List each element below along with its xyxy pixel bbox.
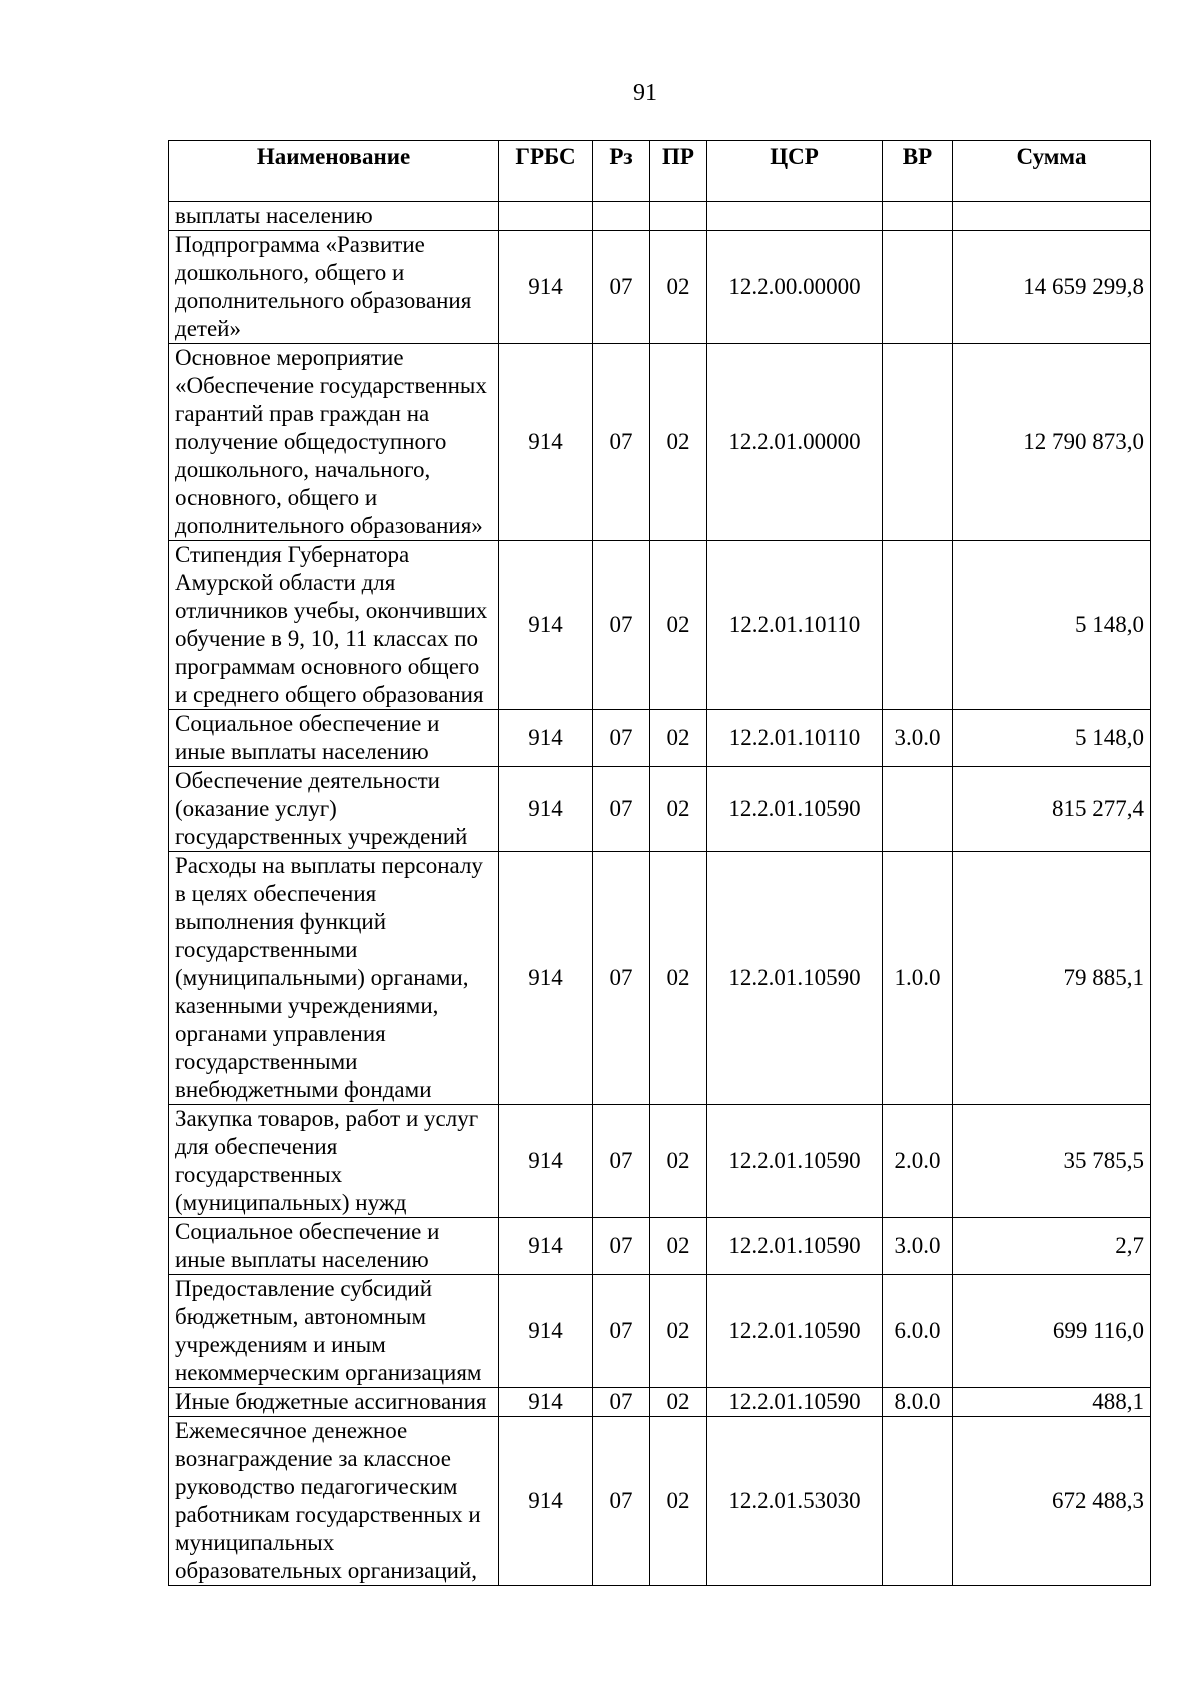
row-pr: 02: [650, 1218, 707, 1275]
row-name: Социальное обеспечение и иные выплаты населению: [169, 1218, 499, 1275]
row-csr: 12.2.01.53030: [707, 1417, 883, 1586]
row-csr: 12.2.01.10590: [707, 1218, 883, 1275]
row-sum: 488,1: [953, 1388, 1151, 1417]
table-row: [169, 1105, 1151, 1218]
row-vr: [883, 541, 953, 710]
row-sum: 12 790 873,0: [953, 344, 1151, 541]
row-csr: 12.2.01.10590: [707, 767, 883, 852]
row-csr: [707, 202, 883, 231]
row-pr: 02: [650, 231, 707, 344]
row-csr: 12.2.01.00000: [707, 344, 883, 541]
header-csr: ЦСР: [707, 141, 883, 202]
table-row: [169, 710, 1151, 767]
row-rz: 07: [593, 231, 650, 344]
page-number: 91: [633, 80, 657, 106]
row-sum: 815 277,4: [953, 767, 1151, 852]
row-vr: [883, 202, 953, 231]
row-vr: 1.0.0: [883, 852, 953, 1105]
row-grbs: 914: [499, 1105, 593, 1218]
row-sum: [953, 202, 1151, 231]
row-name: Иные бюджетные ассигнования: [169, 1388, 499, 1417]
row-name: Закупка товаров, работ и услуг для обеспечения государственных (муниципальных) нужд: [169, 1105, 499, 1218]
row-rz: 07: [593, 1218, 650, 1275]
header-vr: ВР: [883, 141, 953, 202]
row-csr: 12.2.01.10110: [707, 710, 883, 767]
row-name: выплаты населению: [169, 202, 499, 231]
row-grbs: 914: [499, 1218, 593, 1275]
row-rz: 07: [593, 852, 650, 1105]
row-pr: 02: [650, 541, 707, 710]
row-name: Обеспечение деятельности (оказание услуг) государственных учреждений: [169, 767, 499, 852]
row-pr: [650, 202, 707, 231]
table-row: [169, 767, 1151, 852]
row-sum: 5 148,0: [953, 710, 1151, 767]
table-row: [169, 1417, 1151, 1586]
row-vr: 2.0.0: [883, 1105, 953, 1218]
row-rz: 07: [593, 1275, 650, 1388]
row-rz: 07: [593, 344, 650, 541]
row-sum: 672 488,3: [953, 1417, 1151, 1586]
row-grbs: 914: [499, 1388, 593, 1417]
row-grbs: [499, 202, 593, 231]
row-sum: 35 785,5: [953, 1105, 1151, 1218]
row-csr: 12.2.01.10590: [707, 1275, 883, 1388]
row-vr: 8.0.0: [883, 1388, 953, 1417]
row-vr: [883, 767, 953, 852]
row-grbs: 914: [499, 231, 593, 344]
row-grbs: 914: [499, 1417, 593, 1586]
row-sum: 14 659 299,8: [953, 231, 1151, 344]
table-row: [169, 541, 1151, 710]
row-name: Основное мероприятие «Обеспечение государственных гарантий прав граждан на получение общедоступного дошкольного, начального, основного, общего и дополнительного образования»: [169, 344, 499, 541]
row-grbs: 914: [499, 852, 593, 1105]
row-pr: 02: [650, 767, 707, 852]
row-rz: [593, 202, 650, 231]
row-sum: 79 885,1: [953, 852, 1151, 1105]
table-row: [169, 1275, 1151, 1388]
row-pr: 02: [650, 344, 707, 541]
row-sum: 699 116,0: [953, 1275, 1151, 1388]
row-rz: 07: [593, 710, 650, 767]
row-rz: 07: [593, 541, 650, 710]
header-rz: Рз: [593, 141, 650, 202]
row-grbs: 914: [499, 710, 593, 767]
row-pr: 02: [650, 1417, 707, 1586]
row-vr: [883, 231, 953, 344]
table-row: [169, 1218, 1151, 1275]
row-name: Социальное обеспечение и иные выплаты населению: [169, 710, 499, 767]
row-rz: 07: [593, 1105, 650, 1218]
row-rz: 07: [593, 1388, 650, 1417]
row-grbs: 914: [499, 767, 593, 852]
table-row: [169, 852, 1151, 1105]
budget-table: [168, 140, 1151, 1586]
row-sum: 2,7: [953, 1218, 1151, 1275]
row-grbs: 914: [499, 541, 593, 710]
header-grbs: ГРБС: [499, 141, 593, 202]
row-name: Стипендия Губернатора Амурской области для отличников учебы, окончивших обучение в 9, 10, 11 классах по программам основного общего и среднего общего образования: [169, 541, 499, 710]
row-name: Расходы на выплаты персоналу в целях обеспечения выполнения функций государственными (муниципальными) органами, казенными учреждениями, органами управления государственными внебюджетными фондами: [169, 852, 499, 1105]
header-pr: ПР: [650, 141, 707, 202]
table-row: [169, 1388, 1151, 1417]
row-name: Предоставление субсидий бюджетным, автономным учреждениям и иным некоммерческим организациям: [169, 1275, 499, 1388]
row-csr: 12.2.00.00000: [707, 231, 883, 344]
row-csr: 12.2.01.10590: [707, 1388, 883, 1417]
row-vr: 3.0.0: [883, 1218, 953, 1275]
row-pr: 02: [650, 710, 707, 767]
row-vr: 3.0.0: [883, 710, 953, 767]
row-sum: 5 148,0: [953, 541, 1151, 710]
row-vr: [883, 1417, 953, 1586]
table-row: [169, 231, 1151, 344]
row-csr: 12.2.01.10590: [707, 1105, 883, 1218]
row-pr: 02: [650, 852, 707, 1105]
header-sum: Сумма: [953, 141, 1151, 202]
header-row: [169, 141, 1151, 202]
row-name: Ежемесячное денежное вознаграждение за классное руководство педагогическим работникам государственных и муниципальных образовательных организаций,: [169, 1417, 499, 1586]
row-csr: 12.2.01.10110: [707, 541, 883, 710]
row-grbs: 914: [499, 1275, 593, 1388]
row-vr: [883, 344, 953, 541]
table-row: [169, 202, 1151, 231]
row-csr: 12.2.01.10590: [707, 852, 883, 1105]
row-pr: 02: [650, 1275, 707, 1388]
table-row: [169, 344, 1151, 541]
row-name: Подпрограмма «Развитие дошкольного, общего и дополнительного образования детей»: [169, 231, 499, 344]
row-pr: 02: [650, 1105, 707, 1218]
row-rz: 07: [593, 767, 650, 852]
header-name: Наименование: [169, 141, 499, 202]
row-vr: 6.0.0: [883, 1275, 953, 1388]
row-pr: 02: [650, 1388, 707, 1417]
row-grbs: 914: [499, 344, 593, 541]
row-rz: 07: [593, 1417, 650, 1586]
